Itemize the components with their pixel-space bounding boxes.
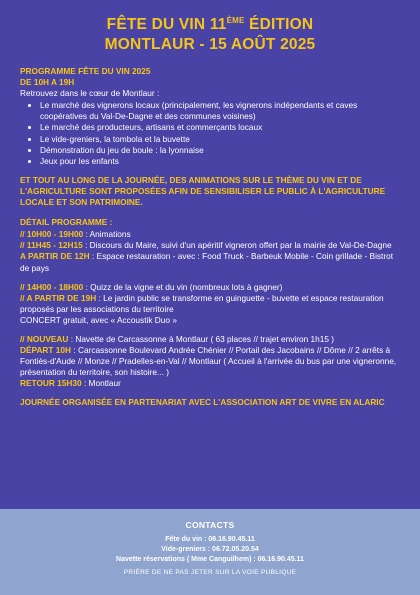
- detail-text: : Discours du Maire, suivi d'un apéritif vigneron offert par la mairie de Val-De-Dagne: [82, 240, 392, 251]
- detail-title: DÉTAIL PROGRAMME :: [20, 217, 113, 228]
- program-intro: Retrouvez dans le cœur de Montlaur :: [20, 88, 160, 99]
- theme-text: ET TOUT AU LONG DE LA JOURNÉE, DES ANIMATIONS SUR LE THÈME DU VIN ET DE L'AGRICULTURE SONT PROPOSÉES AFIN DE SENSIBILISER LE PUBLIC À L'AGRICULTURE LOCALE ET SON PATRIMOINE.: [20, 174, 386, 208]
- time-label: // 14H00 - 18H00: [20, 281, 84, 292]
- detail-text: : Quizz de la vigne et du vin (nombreux lots à gagner): [83, 281, 283, 292]
- footer: [0, 509, 420, 595]
- detail-text: : Le jardin public se transforme en guinguette - buvette et espace restauration proposés par les associations du territoire: [20, 292, 384, 314]
- detail-line-4: [20, 282, 402, 293]
- detail-line-1: [20, 229, 402, 240]
- detail-line-2: [20, 240, 402, 251]
- program-hours: DE 10H A 19H: [20, 77, 75, 88]
- detail-text: : Espace restauration - avec : Food Truck - Barbeuk Mobile - Coin grillade - Bistrot de pays: [20, 251, 394, 273]
- list-item: • Jeux pour les enfants: [40, 156, 402, 167]
- detail-text: : Navette de Carcassonne à Montlaur ( 63 places // trajet environ 1h15 ): [68, 333, 335, 344]
- time-label: DÉPART 10H: [20, 345, 72, 356]
- list-item: • Le marché des producteurs, artisans et commerçants locaux: [40, 122, 402, 133]
- contact-line: Navette réservations ( Mme Canguilhem) : 06.16.90.45.11: [116, 556, 304, 563]
- list-item: • Le marché des vignerons locaux (principalement, les vignerons indépendants et caves coopératives du Val-De-Dagne et des communes voisines): [40, 100, 402, 122]
- detail-text: : Montlaur: [81, 378, 121, 389]
- time-label: // A PARTIR DE 19H: [20, 292, 97, 303]
- detail-line-7: [20, 334, 402, 345]
- contacts-title: CONTACTS: [185, 520, 235, 530]
- concert-text: CONCERT gratuit, avec « Accoustik Duo »: [20, 314, 177, 325]
- title-part-2: ÉDITION: [244, 16, 314, 33]
- title-part-1: FÊTE DU VIN 11: [106, 16, 227, 33]
- detail-line-9: [20, 378, 402, 389]
- contact-line: Vide-greniers : 06.72.05.20.54: [161, 546, 259, 553]
- time-label: // 11H45 - 12H15: [20, 240, 83, 251]
- detail-text: : Animations: [83, 229, 131, 240]
- contact-line: Fête du vin : 06.16.90.45.11: [165, 536, 255, 543]
- title-line-2: MONTLAUR - 15 AOÛT 2025: [104, 36, 316, 53]
- detail-text: : Carcassonne Boulevard Andrée Chénier // Portail des Jacobains // Dôme // 2 arrêts à Fontiès-d'Aude // Monze // Pradelles-en-Val // Montlaur ( Accueil à l'arrivée du bus par une vigneronne, présentation du territoire, son histoire... ): [20, 345, 397, 378]
- list-item: • Le vide-greniers, la tombola et la buvette: [40, 134, 402, 145]
- time-label: // NOUVEAU: [20, 333, 69, 344]
- partner-text: JOURNÉE ORGANISÉE EN PARTENARIAT AVEC L'ASSOCIATION ART DE VIVRE EN ALARIC: [20, 397, 385, 408]
- content: [0, 66, 420, 409]
- time-label: A PARTIR DE 12H: [20, 251, 90, 262]
- main-title: [0, 11, 420, 55]
- time-label: RETOUR 15H30: [20, 378, 82, 389]
- list-item: • Démonstration du jeu de boule : la lyonnaise: [40, 145, 402, 156]
- detail-line-3: [20, 251, 402, 273]
- program-list: [20, 100, 402, 167]
- title-line-1: [0, 11, 420, 35]
- title-superscript: ÈME: [226, 16, 245, 25]
- detail-line-5: [20, 293, 402, 315]
- detail-line-8: [20, 345, 402, 378]
- program-title: PROGRAMME FÊTE DU VIN 2025: [20, 66, 151, 76]
- footer-note: PRIÈRE DE NE PAS JETER SUR LA VOIE PUBLIQUE: [123, 569, 297, 576]
- time-label: // 10H00 - 19H00: [20, 229, 84, 240]
